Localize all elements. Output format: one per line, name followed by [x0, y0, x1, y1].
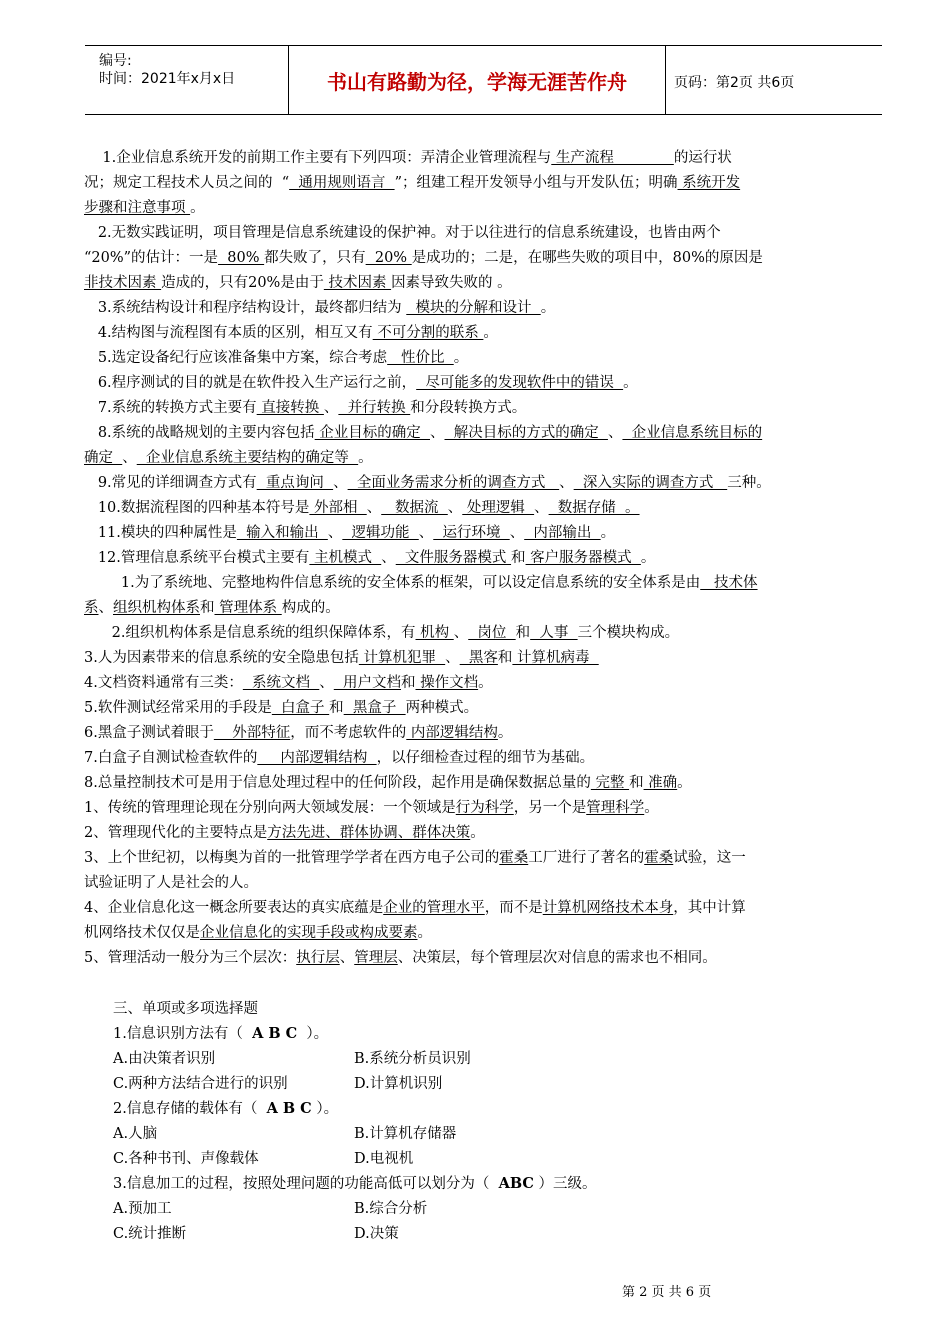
filled-answer: 内部逻辑结构 [257, 750, 377, 766]
line-text: 、 [509, 525, 525, 541]
text-line [84, 546, 862, 571]
line-text: ，其中计算 [673, 900, 746, 916]
line-text: 9.常见的详细调查方式有 [84, 475, 257, 491]
filled-answer: 霍桑 [499, 850, 529, 866]
filled-answer: 模块的分解和设计 [406, 300, 541, 316]
line-text: 12.管理信息系统平台模式主要有 [84, 550, 310, 566]
filled-answer: 管理科学 [586, 800, 645, 816]
line-text: 3、上个世纪初，以梅奥为首的一批管理学学者在西方电子公司的 [84, 850, 500, 866]
line-text: 三个模块构成。 [577, 625, 680, 641]
filled-answer: 操作文档 [415, 675, 479, 691]
line-text: 和分段转换方式。 [410, 400, 527, 416]
filled-answer: 数据存储 。 [548, 500, 640, 516]
line-text: 试验证明了人是社会的人。 [84, 875, 258, 891]
line-text: 1.企业信息系统开发的前期工作主要有下列四项：弄清企业管理流程与 [84, 150, 552, 166]
line-text: 3.人为因素带来的信息系统的安全隐患包括 [84, 650, 359, 666]
line-text: ，另一个是 [513, 800, 587, 816]
line-text: 。 [483, 325, 498, 341]
line-text: 。 [623, 375, 638, 391]
question-answer: ABC [498, 1175, 534, 1192]
text-line [84, 896, 862, 921]
filled-answer: 机构 [415, 625, 454, 641]
text-line [84, 271, 862, 296]
page-header [85, 45, 882, 115]
line-text: 、 [333, 475, 348, 491]
text-line [84, 621, 862, 646]
text-line [84, 446, 862, 471]
question-answer: A B C [266, 1100, 312, 1117]
line-text: 。 [453, 350, 469, 366]
text-line [84, 371, 862, 396]
filled-answer: 系统文档 [242, 675, 320, 691]
text-line [84, 946, 862, 971]
filled-answer: 不可分割的联系 [372, 325, 484, 341]
filled-answer: 文件服务器模式 [395, 550, 512, 566]
question-text: 2.信息存储的载体有（ [113, 1101, 267, 1117]
line-text: 2、管理现代化的主要特点是 [84, 825, 268, 841]
line-text: 因素导致失败的 。 [391, 275, 512, 291]
line-text: 5.选定设备纪行应该准备集中方案，综合考虑 [84, 350, 388, 366]
filled-answer: 黑盒子 [343, 700, 406, 716]
question-stem [113, 1097, 338, 1118]
filled-answer: 生产流程 [551, 150, 674, 166]
text-line [84, 671, 862, 696]
option-c: C.两种方法结合进行的识别 [113, 1076, 288, 1092]
line-text: 机网络技术仅仅是 [84, 925, 200, 941]
filled-answer: 计算机犯罪 [358, 650, 446, 666]
time-label: 时间：2021年x月x日 [99, 71, 236, 87]
question-text: ）。 [311, 1101, 339, 1117]
line-text: 试验，这一 [673, 850, 746, 866]
line-text: ，而不考虑软件的 [290, 725, 407, 741]
option-d: D.计算机识别 [354, 1076, 443, 1092]
line-text: 11.模块的四种属性是 [84, 525, 237, 541]
filled-answer: 技术体 [700, 575, 758, 591]
header-left-cell [85, 46, 289, 114]
question-text: ）三级。 [533, 1176, 597, 1192]
text-line [84, 346, 862, 371]
fill-in-section [84, 146, 862, 971]
option-b: B.系统分析员识别 [354, 1051, 471, 1067]
option-b: B.综合分析 [354, 1201, 428, 1217]
line-text: 4.结构图与流程图有本质的区别，相互又有 [84, 325, 373, 341]
line-text: 。 [470, 825, 485, 841]
option-d: D.决策 [354, 1226, 399, 1242]
text-line [84, 471, 862, 496]
line-text: 工厂进行了著名的 [528, 850, 645, 866]
text-line [84, 921, 862, 946]
line-text: ，而不是 [484, 900, 543, 916]
filled-answer: 尽可能多的发现软件中的错误 [416, 375, 624, 391]
line-text: 。 [358, 450, 373, 466]
filled-answer: 逻辑功能 [342, 525, 419, 541]
filled-answer: 准确 [643, 775, 678, 791]
text-line [84, 146, 862, 171]
filled-answer: 运行环境 [433, 525, 510, 541]
line-text: 和 [200, 600, 215, 616]
filled-answer: 内部输出 [524, 525, 601, 541]
line-text: 构成的。 [281, 600, 340, 616]
text-line [84, 721, 862, 746]
line-text: 、 [339, 950, 355, 966]
line-text: 6.黑盒子测试着眼于 [84, 725, 214, 741]
filled-answer: 并行转换 [338, 400, 411, 416]
text-line [84, 871, 862, 896]
line-text: 、 [447, 500, 463, 516]
text-line [84, 421, 862, 446]
line-text: 、 [534, 500, 549, 516]
filled-answer: 用户文档 [333, 675, 401, 691]
filled-answer: 非技术因素 [84, 275, 162, 291]
line-text: 7.白盒子自测试检查软件的 [84, 750, 258, 766]
text-line [84, 221, 862, 246]
text-line [84, 396, 862, 421]
filled-answer: 企业信息化的实现手段或构成要素 [200, 925, 418, 941]
filled-answer: 外部相 [309, 500, 367, 516]
filled-answer: 企业信息系统主要结构的确定等 [136, 450, 359, 466]
filled-answer: 行为科学 [455, 800, 514, 816]
filled-answer: 技术因素 [323, 275, 392, 291]
filled-answer: 人事 [530, 625, 578, 641]
line-text: 、 [366, 500, 382, 516]
line-text: 。 [600, 525, 616, 541]
line-text: 8.总量控制技术可是用于信息处理过程中的任何阶段，起作用是确保数据总量的 [84, 775, 591, 791]
line-text: 和 [515, 625, 531, 641]
line-text: 5、管理活动一般分为三个层次： [84, 950, 297, 966]
line-text: 和 [511, 550, 526, 566]
line-text: 、 [98, 600, 113, 616]
filled-answer: 计算机网络技术本身 [542, 900, 674, 916]
line-text: 、 [323, 400, 339, 416]
question-text: ）。 [297, 1026, 329, 1042]
line-text: 造成的，只有20%是由于 [161, 275, 324, 291]
filled-answer: 重点询问 [256, 475, 334, 491]
filled-answer: 黑客 [459, 650, 498, 666]
line-text: 。 [644, 800, 659, 816]
filled-answer: 执行层 [296, 950, 340, 966]
filled-answer: 客户服务器模式 [525, 550, 641, 566]
line-text: 是成功的；二是，在哪些失败的项目中，80%的原因是 [411, 250, 763, 266]
filled-answer: 步骤和注意事项 [84, 200, 191, 216]
line-text: 、 [418, 525, 434, 541]
line-text: ，以仔细检查过程的细节为基础。 [376, 750, 595, 766]
line-text: 。 [677, 775, 692, 791]
question-text: 3.信息加工的过程，按照处理问题的功能高低可以划分为（ [113, 1176, 499, 1192]
option-a: A.人脑 [113, 1126, 158, 1142]
filled-answer: 数据流 [381, 500, 448, 516]
text-line [84, 821, 862, 846]
filled-answer: 企业目标的确定 [314, 425, 430, 441]
question-stem [113, 1022, 328, 1043]
line-text: 1.为了系统地、完整地构件信息系统的安全体系的框架，可以设定信息系统的安全体系是由 [84, 575, 701, 591]
filled-answer: 处理逻辑 [462, 500, 535, 516]
filled-answer: 方法先进、群体协调、群体决策 [267, 825, 471, 841]
filled-answer: 管理体系 [214, 600, 282, 616]
text-line [84, 496, 862, 521]
filled-answer: 系 [84, 600, 99, 616]
line-text: 、 [607, 425, 623, 441]
text-line [84, 696, 862, 721]
text-line [84, 846, 862, 871]
line-text: 和 [497, 650, 513, 666]
filled-answer: 外部特征 [213, 725, 291, 741]
filled-answer: 主机模式 [309, 550, 382, 566]
line-text: 和 [329, 700, 344, 716]
text-line [84, 596, 862, 621]
line-text: ”；组建工程开发领导小组与开发队伍；明确 [394, 175, 678, 191]
line-text: 。 [640, 550, 656, 566]
line-text: 况；规定工程技术人员之间的 “ [84, 175, 290, 191]
text-line [84, 746, 862, 771]
line-text: 、 [319, 675, 334, 691]
line-text: 。 [540, 300, 556, 316]
line-text: “20%”的估计：一是 [84, 250, 219, 266]
text-line [84, 796, 862, 821]
option-b: B.计算机存储器 [354, 1126, 457, 1142]
line-text: 7.系统的转换方式主要有 [84, 400, 257, 416]
filled-answer: 管理层 [354, 950, 398, 966]
page-footer: 第 2 页 共 6 页 [622, 1285, 712, 1300]
line-text: 都失败了，只有 [264, 250, 366, 266]
line-text: 2.组织机构体系是信息系统的组织保障体系，有 [84, 625, 416, 641]
text-line [84, 171, 862, 196]
line-text: 三种。 [727, 475, 771, 491]
line-text: 、 [381, 550, 396, 566]
option-a: A.由决策者识别 [113, 1051, 216, 1067]
line-text: 2.无数实践证明，项目管理是信息系统建设的保护神。对于以往进行的信息系统建设，也皆由两个 [84, 225, 721, 241]
line-text: 和 [629, 775, 644, 791]
line-text: 、 [327, 525, 343, 541]
filled-answer: 企业信息系统目标的 [622, 425, 763, 441]
line-text: 两种模式。 [405, 700, 479, 716]
line-text: 、 [559, 475, 574, 491]
option-a: A.预加工 [113, 1201, 172, 1217]
line-text: 、 [453, 625, 469, 641]
filled-answer: 企业的管理水平 [383, 900, 485, 916]
filled-answer: 系统开发 [677, 175, 741, 191]
line-text: 。 [190, 200, 205, 216]
number-label: 编号: [99, 53, 132, 69]
line-text: 、 [430, 425, 445, 441]
filled-answer: 内部逻辑结构 [406, 725, 498, 741]
filled-answer: 确定 [84, 450, 123, 466]
line-text: 。 [478, 675, 493, 691]
filled-answer: 通用规则语言 [289, 175, 395, 191]
line-text: 10.数据流程图的四种基本符号是 [84, 500, 310, 516]
filled-answer: 霍桑 [644, 850, 674, 866]
section-title: 三、单项或多项选择题 [113, 1001, 258, 1017]
line-text: 1、传统的管理理论现在分别向两大领域发展：一个领域是 [84, 800, 456, 816]
line-text: 4、企业信息化这一概念所要表达的真实底蕴是 [84, 900, 384, 916]
option-d: D.电视机 [354, 1151, 414, 1167]
line-text: 。 [417, 925, 432, 941]
text-line [84, 321, 862, 346]
line-text: 的运行状 [673, 150, 732, 166]
line-text: 8.系统的战略规划的主要内容包括 [84, 425, 315, 441]
option-c: C.统计推断 [113, 1226, 187, 1242]
filled-answer: 完整 [590, 775, 630, 791]
filled-answer: 深入实际的调查方式 [573, 475, 728, 491]
line-text: 和 [401, 675, 416, 691]
text-line [84, 521, 862, 546]
question-stem [113, 1172, 597, 1193]
filled-answer: 20% [365, 250, 412, 266]
filled-answer: 组织机构体系 [113, 600, 200, 616]
filled-answer: 全面业务需求分析的调查方式 [347, 475, 560, 491]
text-line [84, 646, 862, 671]
page-number-label: 页码：第2页 共6页 [674, 75, 795, 91]
line-text: 5.软件测试经常采用的手段是 [84, 700, 272, 716]
filled-answer: 解决目标的方式的确定 [444, 425, 608, 441]
line-text: 6.程序测试的目的就是在软件投入生产运行之前， [84, 375, 417, 391]
filled-answer: 计算机病毒 [512, 650, 599, 666]
line-text: 、决策层，每个管理层次对信息的需求也不相同。 [397, 950, 717, 966]
filled-answer: 直接转换 [256, 400, 324, 416]
line-text: 。 [497, 725, 513, 741]
text-line [84, 571, 862, 596]
option-c: C.各种书刊、声像载体 [113, 1151, 259, 1167]
text-line [84, 196, 862, 221]
question-text: 1.信息识别方法有（ [113, 1026, 253, 1042]
text-line [84, 246, 862, 271]
filled-answer: 80% [218, 250, 265, 266]
line-text: 、 [445, 650, 460, 666]
filled-answer: 输入和输出 [236, 525, 328, 541]
filled-answer: 白盒子 [271, 700, 330, 716]
filled-answer: 性价比 [387, 350, 454, 366]
line-text: 、 [122, 450, 137, 466]
filled-answer: 岗位 [468, 625, 516, 641]
line-text: 4.文档资料通常有三类： [84, 675, 243, 691]
line-text: 3.系统结构设计和程序结构设计，最终都归结为 [84, 300, 407, 316]
text-line [84, 771, 862, 796]
text-line [84, 296, 862, 321]
motto: 书山有路勤为径，学海无涯苦作舟 [289, 46, 666, 114]
question-answer: A B C [252, 1025, 298, 1042]
